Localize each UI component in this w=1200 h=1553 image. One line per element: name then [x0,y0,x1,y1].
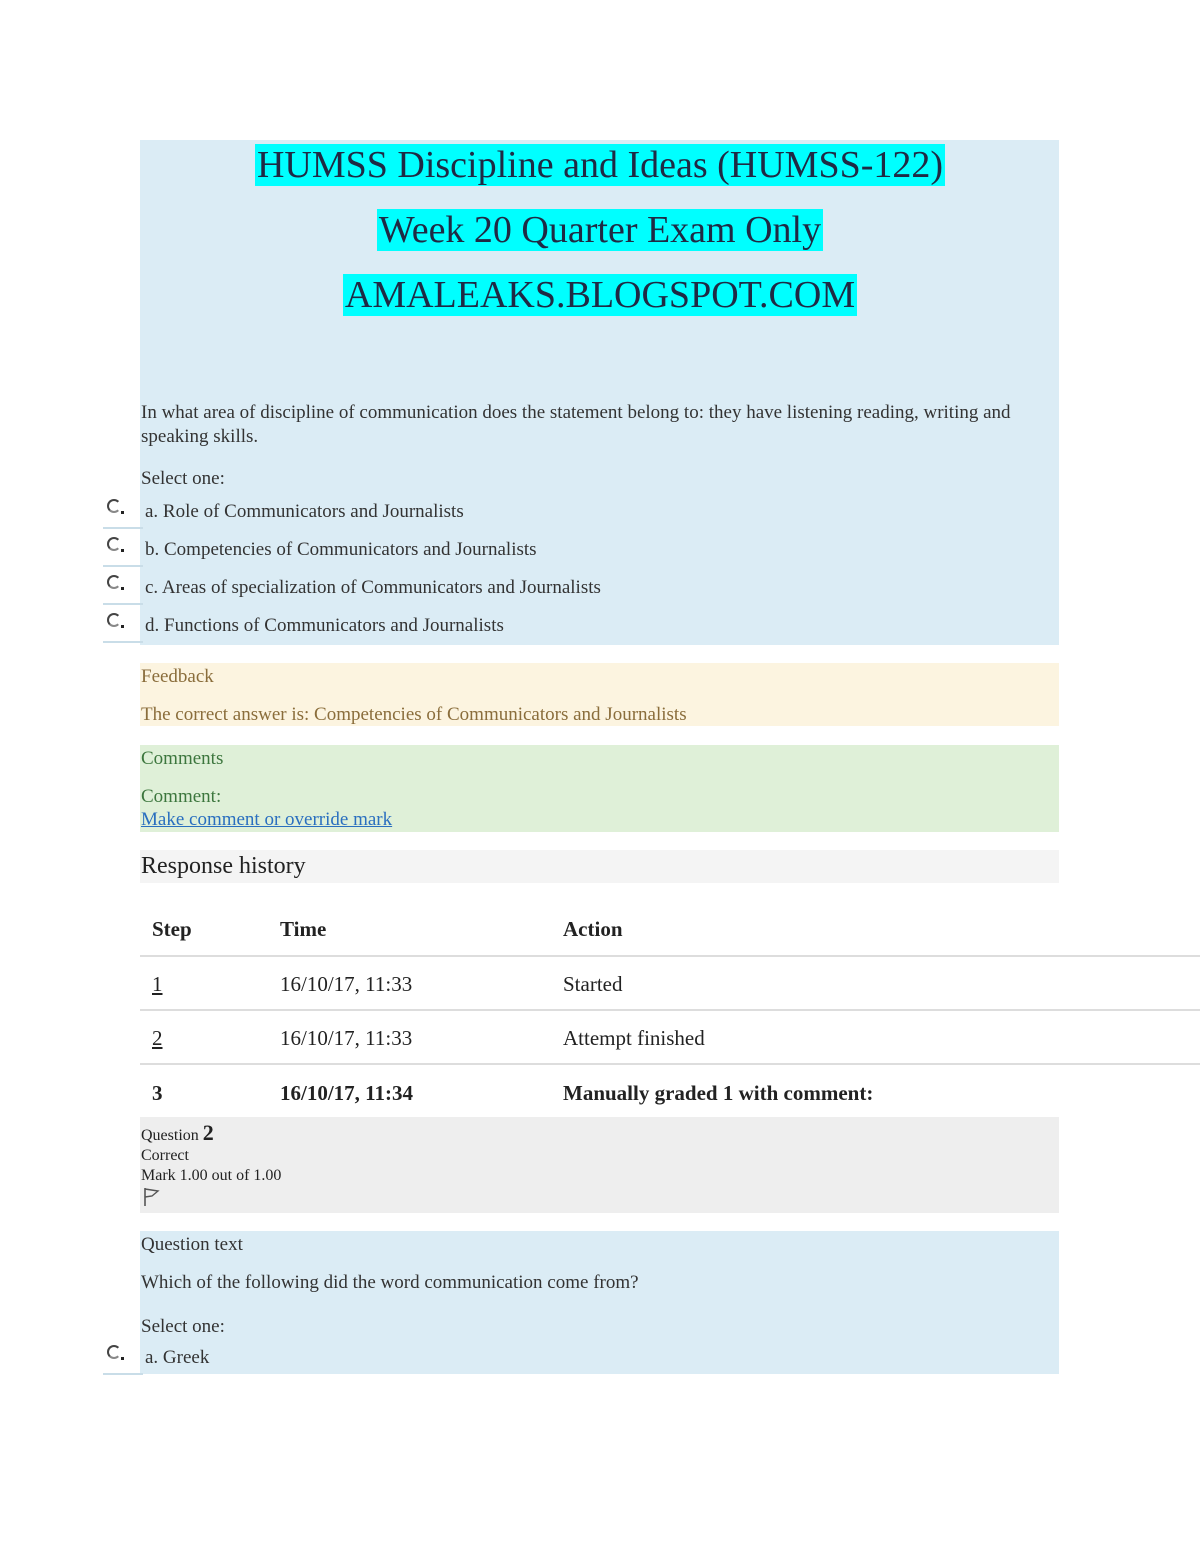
column-header-action: Action [563,917,623,941]
page-title-site: AMALEAKS.BLOGSPOT.COM [344,274,856,316]
make-comment-link[interactable]: Make comment or override mark [141,809,393,830]
question-2-status: Correct [141,1147,189,1164]
feedback-panel [140,663,1059,726]
question-2-heading [141,1120,214,1146]
row-3-time: 16/10/17, 11:34 [280,1081,414,1105]
comments-panel [140,745,1059,832]
option-d[interactable] [103,611,1059,645]
step-2-link[interactable]: 2 [152,1026,163,1050]
radio-option-a[interactable] [103,497,143,529]
question-2-text: Which of the following did the word communication come from? [141,1272,639,1293]
row-1-time: 16/10/17, 11:33 [280,972,413,996]
row-3-action: Manually graded 1 with comment: [563,1081,874,1105]
q2-option-a[interactable] [103,1343,1059,1377]
option-c-label: c. Areas of specialization of Communicators and Journalists [145,577,601,598]
question-2-select-prompt: Select one: [141,1316,225,1337]
option-c[interactable] [103,573,1059,607]
question-1-select-prompt: Select one: [141,468,225,489]
comment-label: Comment: [141,786,222,807]
q2-option-a-label: a. Greek [145,1347,210,1368]
row-2-action: Attempt finished [563,1026,705,1050]
question-1-text: In what area of discipline of communication does the statement belong to: they have listening reading, writing and speaking skills. [141,402,1011,447]
question-number: 2 [202,1120,214,1145]
question-2-info [140,1117,1059,1213]
option-d-label: d. Functions of Communicators and Journalists [145,615,504,636]
page-title-week: Week 20 Quarter Exam Only [378,209,822,251]
row-2-time: 16/10/17, 11:33 [280,1026,413,1050]
step-1-link[interactable]: 1 [152,972,163,996]
table-divider [140,955,1200,957]
feedback-heading: Feedback [141,666,214,687]
flag-icon[interactable] [143,1187,161,1207]
radio-option-c[interactable] [103,573,143,605]
option-a[interactable] [103,497,1059,531]
option-a-label: a. Role of Communicators and Journalists [145,501,464,522]
page-title-course: HUMSS Discipline and Ideas (HUMSS-122) [256,144,944,186]
column-header-time: Time [280,917,327,941]
response-history-heading: Response history [141,853,306,879]
radio-option-d[interactable] [103,611,143,643]
option-b[interactable] [103,535,1059,569]
option-b-label: b. Competencies of Communicators and Journalists [145,539,537,560]
question-2-mark: Mark 1.00 out of 1.00 [141,1167,282,1184]
row-3-step: 3 [152,1081,163,1105]
question-2-text-heading: Question text [141,1234,243,1255]
response-history-header [140,850,1059,883]
table-divider [140,1009,1200,1011]
radio-option-b[interactable] [103,535,143,567]
row-1-action: Started [563,972,623,996]
feedback-text: The correct answer is: Competencies of Communicators and Journalists [141,704,687,725]
question-label: Question [141,1127,199,1144]
table-divider [140,1063,1200,1065]
radio-q2-option-a[interactable] [103,1343,143,1375]
column-header-step: Step [152,917,192,941]
comments-heading: Comments [141,748,224,769]
